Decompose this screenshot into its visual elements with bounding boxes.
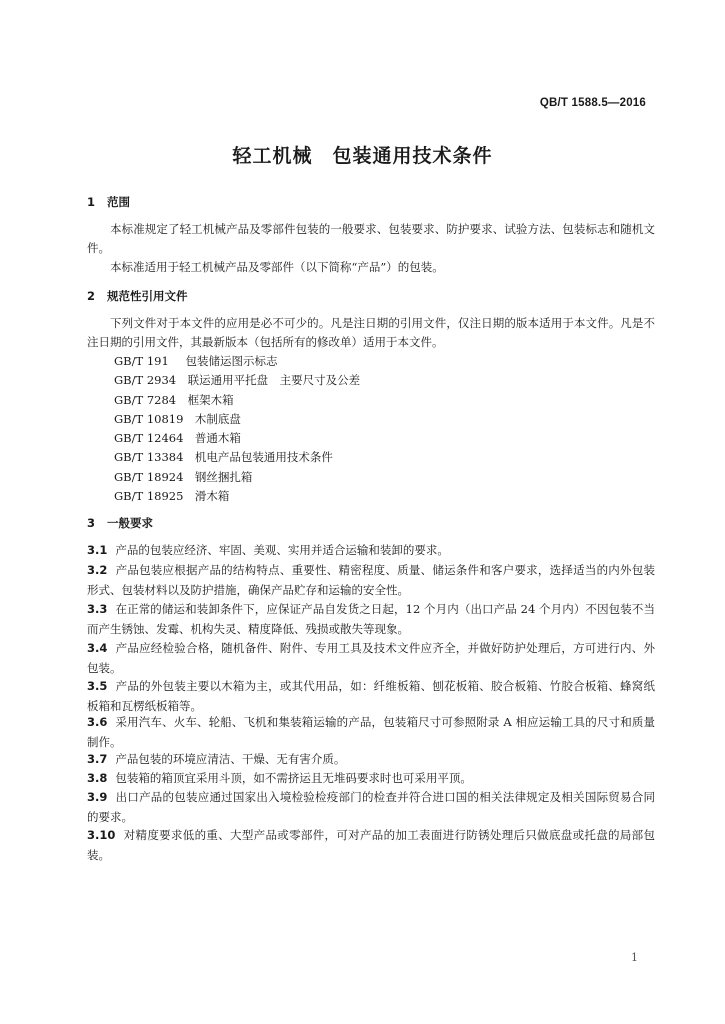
reference-item: GB/T 18925 滑木箱 bbox=[114, 489, 230, 504]
title-part-1: 轻工机械 bbox=[232, 145, 313, 167]
section-2-intro: 下列文件对于本文件的应用是必不可少的。凡是注日期的引用文件，仅注日期的版本适用于本文件。凡是不注日期的引用文件，其最新版本（包括所有的修改单）适用于本文件。 bbox=[87, 316, 655, 349]
section-3-heading: 3 一般要求 bbox=[87, 516, 153, 530]
reference-item: GB/T 10819 木制底盘 bbox=[114, 411, 241, 426]
section-1-para-1: 本标准规定了轻工机械产品及零部件包装的一般要求、包装要求、防护要求、试验方法、包装标志和随机文件。 bbox=[87, 222, 655, 255]
reference-item: GB/T 18924 钢丝捆扎箱 bbox=[114, 469, 253, 484]
clause-3-8: 3.8 包装箱的箱顶宜采用斗顶，如不需挤运且无堆码要求时也可采用平顶。 bbox=[87, 771, 472, 785]
reference-item: GB/T 13384 机电产品包装通用技术条件 bbox=[114, 450, 333, 465]
reference-item: GB/T 191 包装储运图示标志 bbox=[114, 354, 278, 368]
clause-3-9: 3.9 出口产品的包装应通过国家出入境检验检疫部门的检查并符合进口国的相关法律规定及相关国际贸易合同的要求。 bbox=[87, 790, 655, 824]
title-part-2: 包装通用技术条件 bbox=[332, 145, 493, 167]
section-1-para-2: 本标准适用于轻工机械产品及零部件（以下简称“产品”）的包装。 bbox=[110, 260, 444, 274]
clause-3-1: 3.1 产品的包装应经济、牢固、美观、实用并适合运输和装卸的要求。 bbox=[87, 543, 449, 557]
document-title bbox=[0, 141, 725, 168]
clause-3-4: 3.4 产品应经检验合格，随机备件、附件、专用工具及技术文件应齐全，并做好防护处理后，方可进行内、外包装。 bbox=[87, 641, 655, 675]
section-2-heading: 2 规范性引用文件 bbox=[87, 289, 188, 303]
clause-3-2: 3.2 产品包装应根据产品的结构特点、重要性、精密程度、质量、储运条件和客户要求，选择适当的内外包装形式、包装材料以及防护措施，确保产品贮存和运输的安全性。 bbox=[87, 563, 655, 597]
section-1-heading: 1 范围 bbox=[87, 195, 130, 209]
clause-3-5: 3.5 产品的外包装主要以木箱为主，或其代用品，如：纤维板箱、刨花板箱、胶合板箱、竹胶合板箱、蜂窝纸板箱和瓦楞纸板箱等。 bbox=[87, 679, 655, 713]
reference-item: GB/T 12464 普通木箱 bbox=[114, 431, 241, 446]
normative-references-list bbox=[114, 352, 360, 506]
clause-3-6: 3.6 采用汽车、火车、轮船、飞机和集装箱运输的产品，包装箱尺寸可参照附录 A 相应运输工具的尺寸和质量制作。 bbox=[87, 715, 655, 749]
clause-3-3: 3.3 在正常的储运和装卸条件下，应保证产品自发货之日起，12 个月内（出口产品 24 个月内）不因包装不当而产生锈蚀、发霉、机构失灵、精度降低、残损或散失等现象。 bbox=[87, 602, 655, 636]
clause-3-10: 3.10 对精度要求低的重、大型产品或零部件，可对产品的加工表面进行防锈处理后只做底盘或托盘的局部包装。 bbox=[87, 828, 655, 862]
reference-item: GB/T 2934 联运通用平托盘 主要尺寸及公差 bbox=[114, 373, 361, 388]
reference-item: GB/T 7284 框架木箱 bbox=[114, 392, 234, 407]
standard-code: QB/T 1588.5—2016 bbox=[539, 97, 646, 109]
clause-3-7: 3.7 产品包装的环境应清洁、干燥、无有害介质。 bbox=[87, 752, 346, 766]
page-number: 1 bbox=[631, 951, 638, 964]
